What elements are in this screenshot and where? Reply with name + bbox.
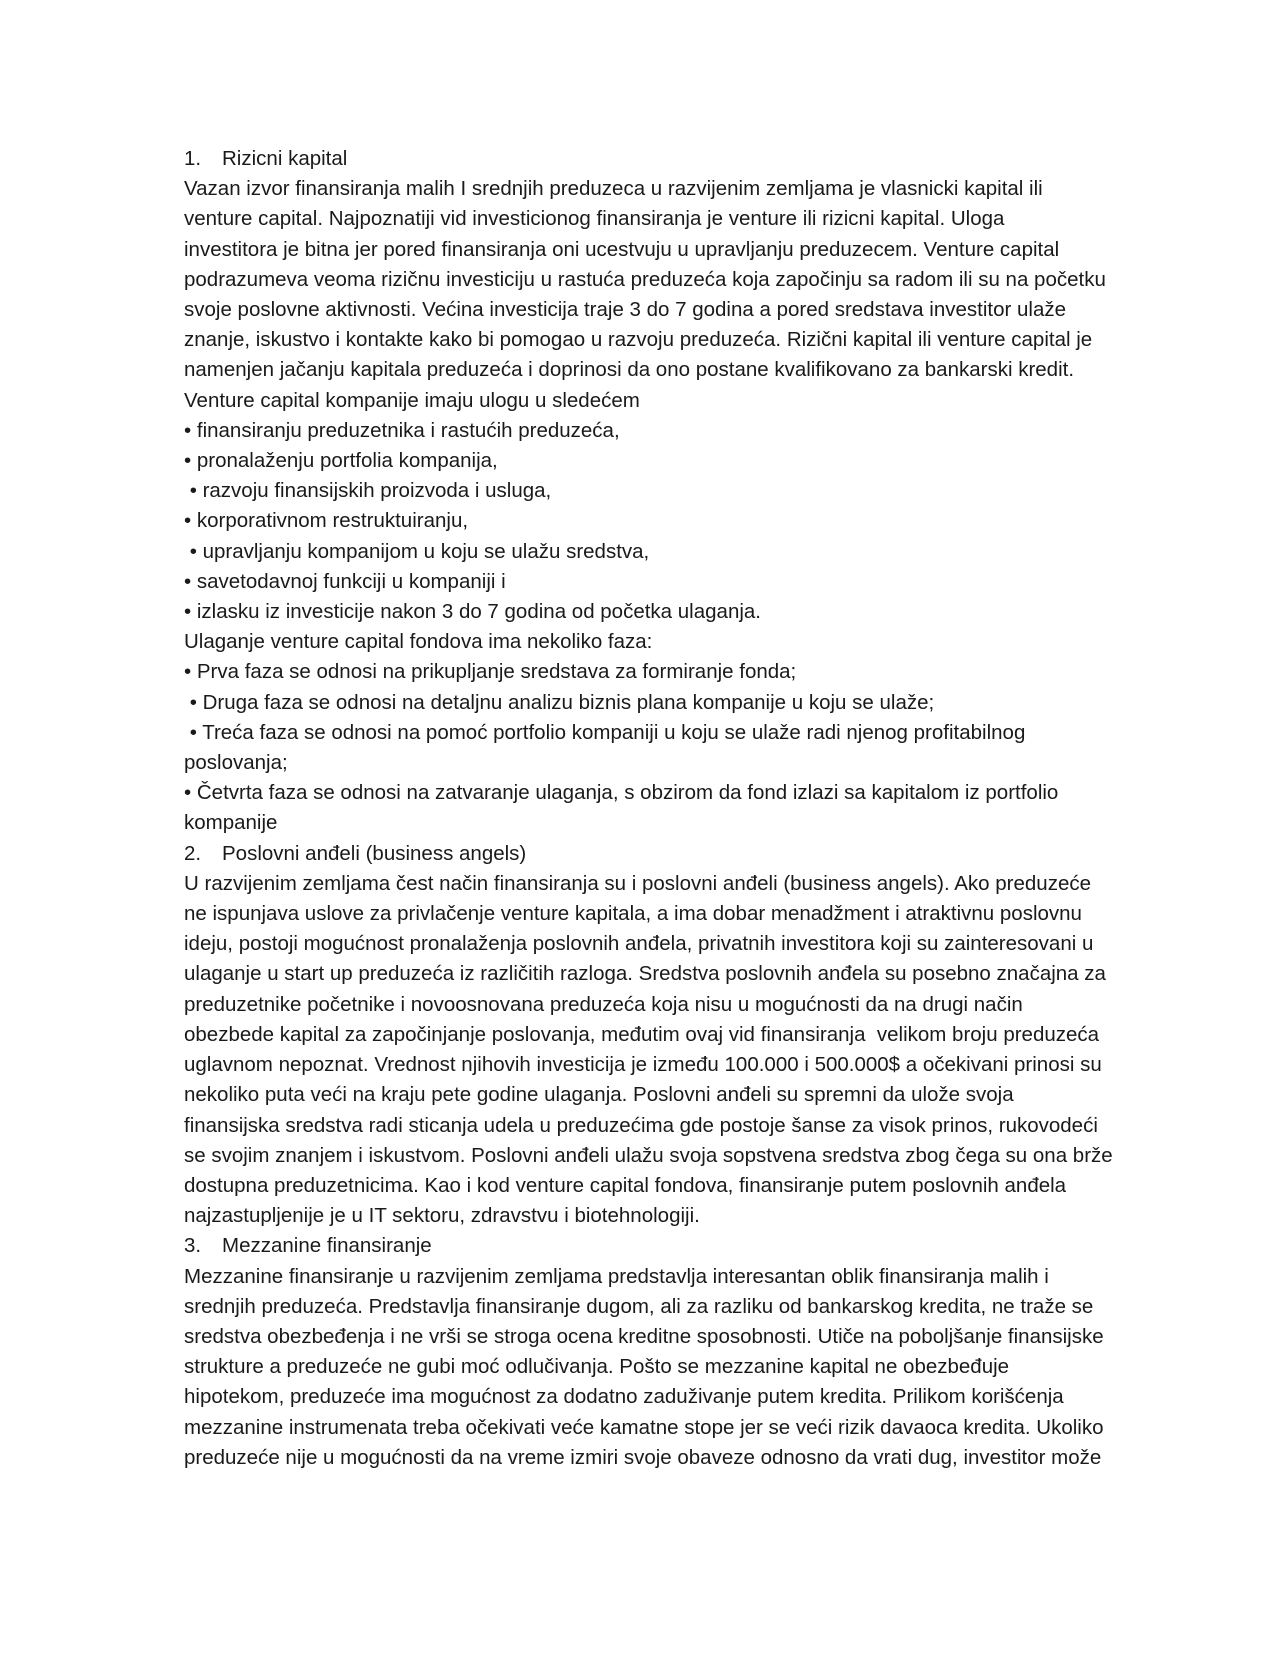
body-text-line: preduzetnike početnike i novoosnovana preduzeća koja nisu u mogućnosti da na drugi način — [184, 992, 1023, 1016]
body-text-line: uglavnom nepoznat. Vrednost njihovih investicija je između 100.000 i 500.000$ a očekivani prinosi su — [184, 1053, 1102, 1077]
body-text-line: • Prva faza se odnosi na prikupljanje sredstava za formiranje fonda; — [184, 660, 797, 684]
section-heading — [184, 839, 1124, 869]
body-text-line: • pronalaženju portfolia kompanija, — [184, 449, 498, 473]
body-text-line: venture capital. Najpoznatiji vid investicionog finansiranja je venture ili rizicni kapital. Uloga — [184, 207, 1005, 231]
body-text-line: strukture a preduzeće ne gubi moć odlučivanja. Pošto se mezzanine kapital ne obezbeđuje — [184, 1355, 1010, 1379]
body-text-line: finansijska sredstva radi sticanja udela u preduzećima gde postoje šanse za visok prinos, rukovodeći — [184, 1113, 1098, 1137]
body-text-line: sredstva obezbeđenja i ne vrši se stroga ocena kreditne sposobnosti. Utiče na poboljšanje finansijske — [184, 1324, 1104, 1348]
section-number: 1. — [184, 147, 202, 170]
body-text-line: • savetodavnoj funkciji u kompaniji i — [184, 569, 506, 593]
body-text-line: podrazumeva veoma rizičnu investiciju u rastuća preduzeća koja započinju sa radom ili su na početku — [184, 267, 1106, 291]
body-text-line: obezbede kapital za započinjanje poslovanja, međutim ovaj vid finansiranja velikom broju preduzeća — [184, 1022, 1100, 1046]
section-heading — [184, 144, 1124, 174]
body-text-line: • Četvrta faza se odnosi na zatvaranje ulaganja, s obzirom da fond izlazi sa kapitalom iz portfolio — [184, 781, 1059, 805]
body-text-line: preduzeće nije u mogućnosti da na vreme izmiri svoje obaveze odnosno da vrati dug, investitor može — [184, 1445, 1102, 1469]
body-text-line: namenjen jačanju kapitala preduzeća i doprinosi da ono postane kvalifikovano za bankarski kredit. — [184, 358, 1075, 382]
section-title: Poslovni anđeli (business angels) — [222, 841, 527, 865]
body-text-line: Mezzanine finansiranje u razvijenim zemljama predstavlja interesantan oblik finansiranja malih i — [184, 1264, 1049, 1288]
body-text-line: • izlasku iz investicije nakon 3 do 7 godina od početka ulaganja. — [184, 600, 761, 624]
body-text-line: • Druga faza se odnosi na detaljnu analizu biznis plana kompanije u koju se ulaže; — [184, 690, 935, 714]
section-heading — [184, 1231, 1124, 1261]
body-text-line: ulaganje u start up preduzeća iz različitih razloga. Sredstva poslovnih anđela su posebno značajna za — [184, 962, 1106, 986]
body-text-line: U razvijenim zemljama čest način finansiranja su i poslovni anđeli (business angels). Ako preduzeće — [184, 871, 1092, 895]
body-text-line: Venture capital kompanije imaju ulogu u sledećem — [184, 388, 640, 412]
body-text-line: dostupna preduzetnicima. Kao i kod venture capital fondova, finansiranje putem poslovnih anđela — [184, 1173, 1067, 1197]
body-text-line: Ulaganje venture capital fondova ima nekoliko faza: — [184, 630, 653, 654]
body-text-line: • Treća faza se odnosi na pomoć portfolio kompaniji u koju se ulaže radi njenog profitabilnog — [184, 720, 1026, 744]
body-text-line: hipotekom, preduzeće ima mogućnost za dodatno zaduživanje putem kredita. Prilikom korišćenja — [184, 1385, 1064, 1409]
body-text-line: • upravljanju kompanijom u koju se ulažu sredstva, — [184, 539, 650, 563]
section-number: 2. — [184, 841, 202, 865]
body-text-line: najzastupljenije je u IT sektoru, zdravstvu i biotehnologiji. — [184, 1204, 700, 1228]
body-text-line: Vazan izvor finansiranja malih I srednjih preduzeca u razvijenim zemljama je vlasnicki kapital ili — [184, 177, 1043, 201]
body-text-line: investitora je bitna jer pored finansiranja oni ucestvuju u upravljanju preduzecem. Venture capital — [184, 237, 1060, 261]
section-title: Mezzanine finansiranje — [222, 1234, 432, 1258]
body-text-line: • finansiranju preduzetnika i rastućih preduzeća, — [184, 418, 620, 442]
body-text-line: mezzanine instrumenata treba očekivati veće kamatne stope jer se veći rizik davaoca kredita. Ukoliko — [184, 1415, 1104, 1439]
body-text-line: svoje poslovne aktivnosti. Većina investicija traje 3 do 7 godina a pored sredstava investitor ulaže — [184, 298, 1067, 322]
body-text-line: nekoliko puta veći na kraju pete godine ulaganja. Poslovni anđeli su spremni da ulože svoja — [184, 1083, 1014, 1107]
body-text-line: • razvoju finansijskih proizvoda i usluga, — [184, 479, 552, 503]
section-number: 3. — [184, 1234, 202, 1258]
section-title: Rizicni kapital — [222, 147, 348, 170]
body-text-line: • korporativnom restruktuiranju, — [184, 509, 469, 533]
body-text-line: poslovanja; — [184, 751, 288, 775]
body-text-line: srednjih preduzeća. Predstavlja finansiranje dugom, ali za razliku od bankarskog kredita, ne traže se — [184, 1294, 1094, 1318]
body-text-line: se svojim znanjem i iskustvom. Poslovni anđeli ulažu svoja sopstvena sredstva zbog čega su ona brže — [184, 1143, 1113, 1167]
document-page — [184, 144, 1124, 1473]
body-text-line: znanje, iskustvo i kontakte kako bi pomogao u razvoju preduzeća. Rizični kapital ili venture capital je — [184, 328, 1093, 352]
body-text-line: ideju, postoji mogućnost pronalaženja poslovnih anđela, privatnih investitora koji su zainteresovani u — [184, 932, 1094, 956]
body-text-line: ne ispunjava uslove za privlačenje venture kapitala, a ima dobar menadžment i atraktivnu poslovnu — [184, 902, 1082, 926]
body-text-line: kompanije — [184, 811, 278, 835]
